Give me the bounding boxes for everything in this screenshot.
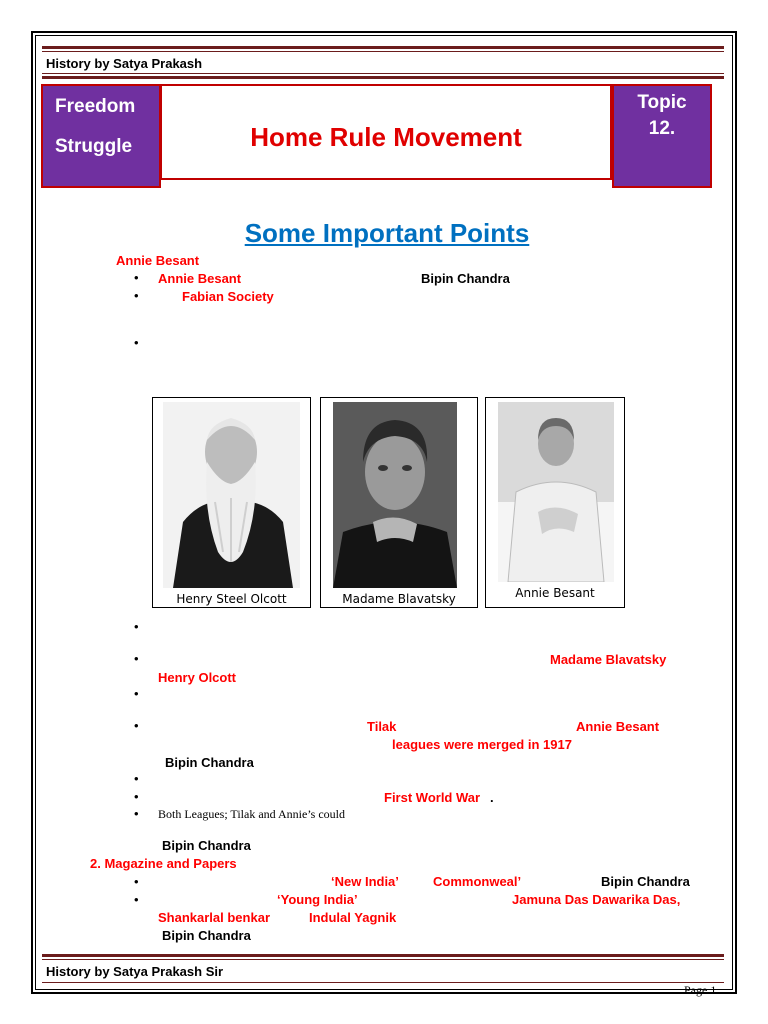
bullet: • xyxy=(134,270,139,285)
bullet: • xyxy=(134,874,139,889)
text-bipin-chandra: Bipin Chandra xyxy=(165,755,254,770)
bullet: • xyxy=(134,288,139,303)
bullet: • xyxy=(134,651,139,666)
text-henry-olcott: Henry Olcott xyxy=(158,670,237,685)
photo-madame-blavatsky xyxy=(320,397,478,608)
photo-annie-besant xyxy=(485,397,625,608)
title-box xyxy=(160,84,612,180)
header-running-title: History by Satya Prakash xyxy=(46,56,203,71)
bullet: • xyxy=(134,892,139,907)
bullet: • xyxy=(134,718,139,733)
footer-rule-top-thin xyxy=(42,959,724,960)
magazine-heading: 2. Magazine and Papers xyxy=(90,856,237,871)
footer-rule-top xyxy=(42,954,724,957)
bullet: • xyxy=(134,806,139,821)
subject-box xyxy=(41,84,161,188)
text-first-world-war: First World War xyxy=(384,790,481,805)
header-rule-bottom-thick xyxy=(42,76,724,79)
text-period: . xyxy=(490,790,494,805)
text-bipin-chandra: Bipin Chandra xyxy=(162,838,251,853)
annie-besant-heading: Annie Besant xyxy=(116,253,200,268)
footer-rule-bottom xyxy=(42,982,724,983)
text-annie-besant: Annie Besant xyxy=(158,271,242,286)
text-leagues-merged: leagues were merged in 1917 xyxy=(392,737,572,752)
text-new-india: ‘New India’ xyxy=(331,874,399,889)
text-jamuna-das: Jamuna Das Dawarika Das, xyxy=(512,892,681,907)
bullet: • xyxy=(134,335,139,350)
text-bipin-chandra: Bipin Chandra xyxy=(162,928,251,943)
bullet: • xyxy=(134,619,139,634)
section-heading: Some Important Points xyxy=(244,218,530,248)
topic-label: Topic xyxy=(637,92,687,113)
bullet: • xyxy=(134,789,139,804)
portrait-blavatsky-image xyxy=(333,402,457,588)
text-indulal: Indulal Yagnik xyxy=(309,910,397,925)
subject-line-2: Struggle xyxy=(55,136,133,157)
text-bipin-chandra: Bipin Chandra xyxy=(421,271,510,286)
header-rule-bottom xyxy=(42,73,724,74)
bullet: • xyxy=(134,686,139,701)
text-fabian-society: Fabian Society xyxy=(182,289,274,304)
photo-caption: Madame Blavatsky xyxy=(342,592,456,606)
text-young-india: ‘Young India’ xyxy=(277,892,358,907)
header-rule-top-thin xyxy=(42,51,724,52)
header-rule-top xyxy=(42,46,724,49)
portrait-olcott-image xyxy=(163,402,300,588)
portrait-besant-image xyxy=(498,402,614,582)
bullet: • xyxy=(134,771,139,786)
subject-line-1: Freedom xyxy=(55,96,136,117)
text-commonweal: Commonweal’ xyxy=(433,874,522,889)
topic-box xyxy=(612,84,712,188)
text-both-leagues: Both Leagues; Tilak and Annie’s could xyxy=(158,807,345,821)
photo-caption: Annie Besant xyxy=(515,586,595,600)
text-madame-blavatsky: Madame Blavatsky xyxy=(550,652,667,667)
text-tilak: Tilak xyxy=(367,719,397,734)
photo-caption: Henry Steel Olcott xyxy=(176,592,287,606)
footer-running-title: History by Satya Prakash Sir xyxy=(46,964,224,979)
text-shankarlal: Shankarlal benkar xyxy=(158,910,270,925)
photo-henry-olcott xyxy=(152,397,311,608)
page-title: Home Rule Movement xyxy=(250,122,522,152)
text-bipin-chandra: Bipin Chandra xyxy=(601,874,690,889)
page-number: Page 1 xyxy=(684,983,717,997)
text-annie-besant: Annie Besant xyxy=(576,719,660,734)
topic-number: 12. xyxy=(648,118,676,139)
